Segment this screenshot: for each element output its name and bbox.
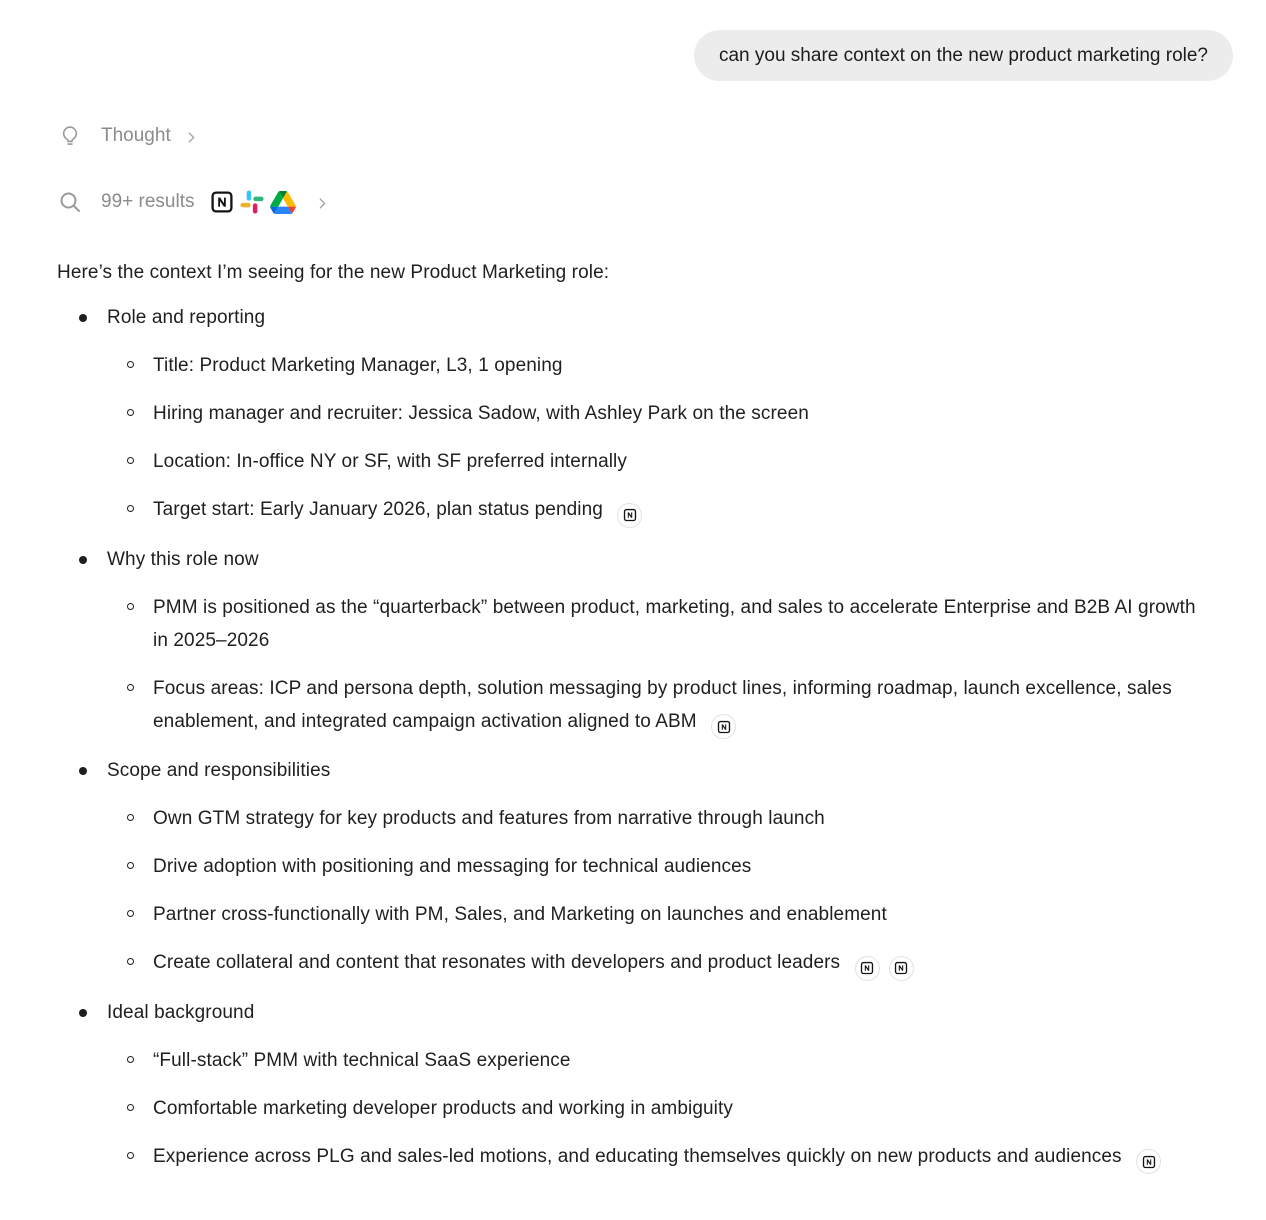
list-item-text: Focus areas: ICP and persona depth, solution messaging by product lines, informing roadmap, launch excellence, sales enablement, and integrated campaign activation aligned to ABM: [153, 677, 1172, 732]
notion-citation-chip[interactable]: [711, 714, 736, 739]
section-items: [57, 802, 1215, 981]
notion-icon: [860, 961, 874, 975]
answer-intro: Here’s the context I’m seeing for the new Product Marketing role:: [57, 262, 610, 283]
assistant-answer: [57, 256, 1215, 1174]
section-title-text: Scope and responsibilities: [107, 760, 331, 781]
user-message-bubble: [694, 30, 1233, 81]
list-item: [57, 1092, 1215, 1125]
section-items: [57, 591, 1215, 740]
notion-icon: [894, 961, 908, 975]
section-items: [57, 349, 1215, 528]
list-item-text: Target start: Early January 2026, plan status pending: [153, 499, 603, 520]
list-item-text: Create collateral and content that resonates with developers and product leaders: [153, 952, 841, 973]
lightbulb-icon: [58, 124, 82, 148]
list-item: [57, 1140, 1215, 1175]
chevron-right-icon: [184, 130, 199, 145]
thought-label: Thought: [101, 125, 171, 146]
outline-section: [57, 754, 1215, 981]
list-item-text: Drive adoption with positioning and messaging for technical audiences: [153, 856, 752, 877]
search-icon: [58, 190, 82, 214]
slack-icon: [240, 190, 264, 214]
list-item-text: Title: Product Marketing Manager, L3, 1 opening: [153, 355, 563, 376]
notion-citation-chip[interactable]: [855, 956, 880, 981]
chevron-right-icon: [315, 196, 330, 211]
list-item-text: Hiring manager and recruiter: Jessica Sadow, with Ashley Park on the screen: [153, 403, 809, 424]
google-drive-icon: [270, 191, 296, 214]
list-item: [57, 493, 1215, 528]
citation-chips: [697, 711, 736, 732]
outline-section: [57, 301, 1215, 528]
list-item: [57, 672, 1215, 740]
list-item: [57, 802, 1215, 835]
list-item-text: Partner cross-functionally with PM, Sales, and Marketing on launches and enablement: [153, 904, 887, 925]
thought-toggle[interactable]: [58, 124, 199, 148]
notion-citation-chip[interactable]: [1136, 1149, 1161, 1174]
outline-section: [57, 543, 1215, 740]
list-item: [57, 1044, 1215, 1077]
notion-icon: [1142, 1155, 1156, 1169]
list-item: [57, 349, 1215, 382]
list-item: [57, 445, 1215, 478]
section-title: [57, 754, 1215, 787]
results-count-label: 99+ results: [101, 191, 195, 212]
list-item: [57, 850, 1215, 883]
section-title-text: Role and reporting: [107, 307, 266, 328]
notion-citation-chip[interactable]: [617, 503, 642, 528]
list-item-text: PMM is positioned as the “quarterback” between product, marketing, and sales to accelerate Enterprise and B2B AI growth in 2025–2026: [153, 596, 1196, 651]
section-title: [57, 543, 1215, 576]
citation-chips: [1122, 1146, 1161, 1167]
list-item: [57, 397, 1215, 430]
list-item-text: Own GTM strategy for key products and features from narrative through launch: [153, 808, 825, 829]
section-items: [57, 1044, 1215, 1175]
section-title: [57, 996, 1215, 1029]
list-item: [57, 946, 1215, 981]
notion-icon: [623, 508, 637, 522]
notion-icon: [210, 190, 234, 214]
notion-citation-chip[interactable]: [889, 956, 914, 981]
source-icons: [210, 190, 302, 214]
section-title-text: Why this role now: [107, 548, 259, 570]
user-message-row: [694, 30, 1233, 81]
section-title-text: Ideal background: [107, 1001, 255, 1023]
citation-chips: [603, 499, 642, 520]
answer-outline: [57, 301, 1215, 1174]
list-item: [57, 898, 1215, 931]
list-item-text: Comfortable marketing developer products and working in ambiguity: [153, 1097, 733, 1119]
list-item-text: Location: In-office NY or SF, with SF preferred internally: [153, 451, 627, 472]
list-item: [57, 591, 1215, 657]
list-item-text: “Full-stack” PMM with technical SaaS experience: [153, 1049, 571, 1071]
search-results-toggle[interactable]: [58, 190, 330, 214]
user-message-text: can you share context on the new product marketing role?: [718, 45, 1208, 66]
section-title: [57, 301, 1215, 334]
list-item-text: Experience across PLG and sales-led motions, and educating themselves quickly on new products and audiences: [153, 1145, 1122, 1167]
notion-icon: [717, 720, 731, 734]
citation-chips: [840, 952, 914, 973]
outline-section: [57, 996, 1215, 1175]
